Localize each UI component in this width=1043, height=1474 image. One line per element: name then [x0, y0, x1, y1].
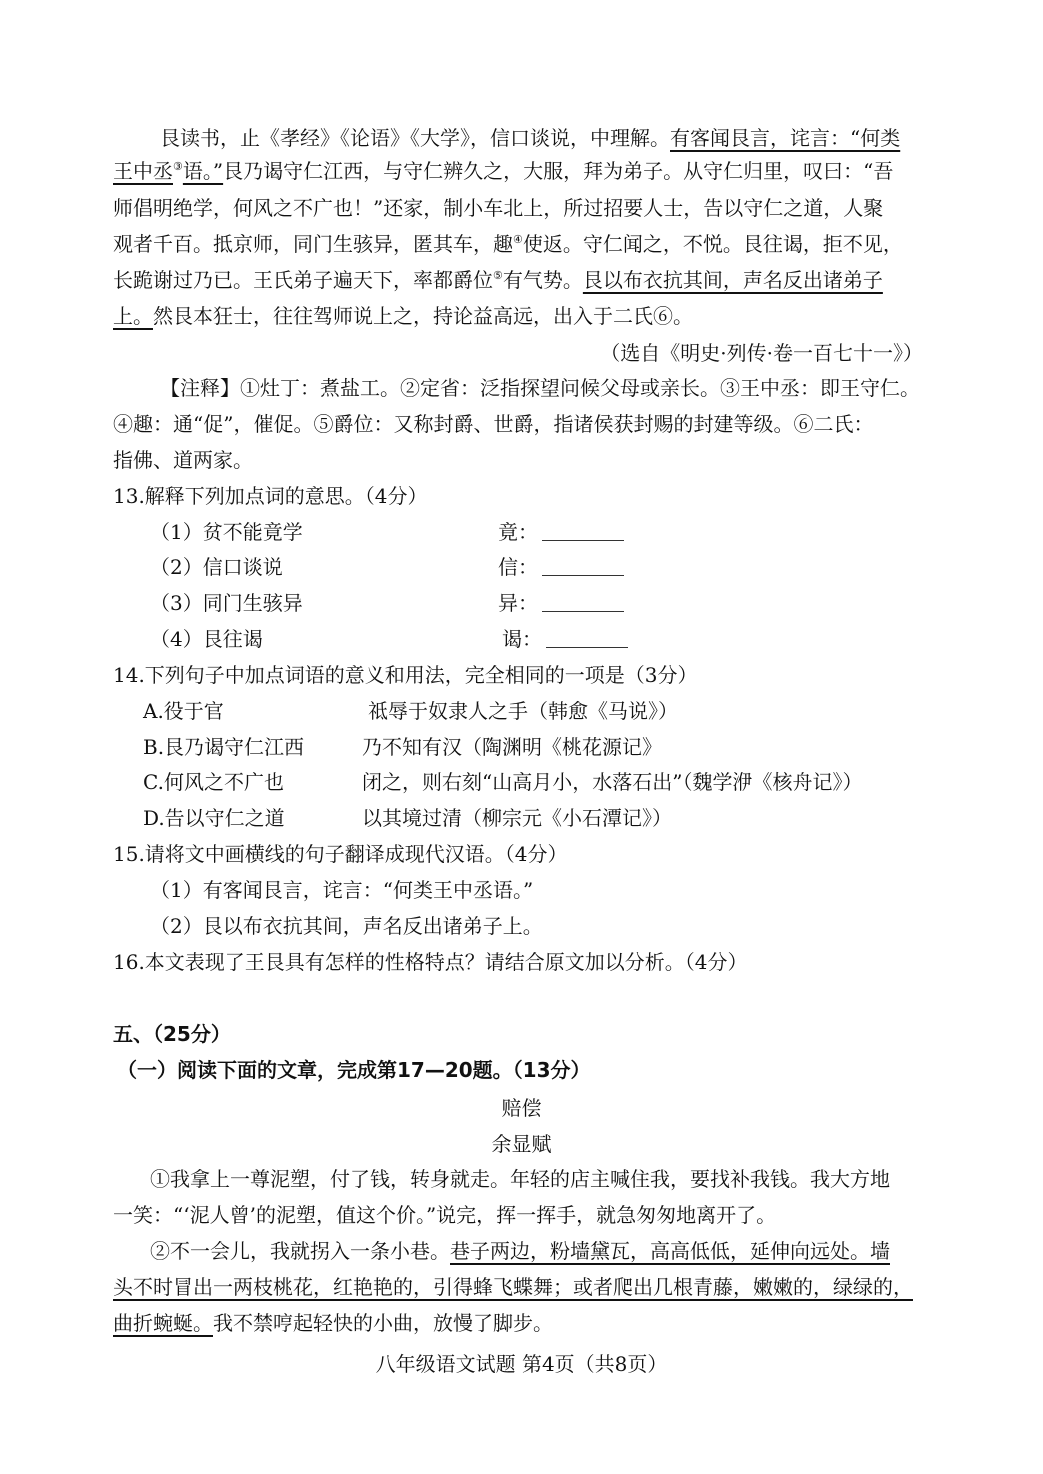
article-title: 赔偿: [501, 1096, 542, 1120]
passage-line-3: 师倡明绝学，何风之不广也！”还家，制小车北上，所过招要人士，告以守仁之道，人聚: [113, 196, 884, 220]
passage-source: （选自《明史·列传·卷一百七十一》）: [600, 341, 923, 365]
q14-option-c-compare: 闭之，则右刻“山高月小，水落石出”（魏学洢《核舟记》）: [362, 770, 863, 794]
q13-answer-3[interactable]: 异：: [498, 589, 624, 617]
question-15-title: 15.请将文中画横线的句子翻译成现代汉语。（4分）: [113, 842, 568, 866]
q13-item-4: （4）艮往谒: [150, 627, 263, 651]
question-16-title: 16.本文表现了王艮具有怎样的性格特点？请结合原文加以分析。（4分）: [113, 950, 748, 974]
article-author: 余显赋: [491, 1132, 552, 1156]
note-line-2: ④趣：通“促”，催促。⑤爵位：又称封爵、世爵，指诸侯获封赐的封建等级。⑥二氏：: [113, 412, 874, 436]
q13-answer-4[interactable]: 谒：: [502, 625, 628, 653]
section-5-heading: 五、（25分）: [113, 1022, 231, 1046]
q15-item-1: （1）有客闻艮言，诧言：“何类王中丞语。”: [150, 878, 534, 902]
answer-blank[interactable]: [546, 627, 628, 648]
article-p1-line-1: ①我拿上一尊泥塑，付了钱，转身就走。年轻的店主喊住我，要找补我钱。我大方地: [150, 1167, 890, 1191]
passage-line-2: 王中丞③语。”艮乃谒守仁江西，与守仁辨久之，大服，拜为弟子。从守仁归里，叹曰：“吾: [113, 159, 894, 183]
q14-option-d: D.告以守仁之道: [143, 806, 285, 830]
q14-option-b: B.艮乃谒守仁江西: [143, 735, 305, 759]
answer-blank[interactable]: [542, 555, 624, 576]
passage-line-5: 长跪谢过乃已。王氏弟子遍天下，率都爵位⑤有气势。艮以布衣抗其间，声名反出诸弟子: [113, 268, 883, 292]
article-p2-line-2: 头不时冒出一两枝桃花，红艳艳的，引得蜂飞蝶舞；或者爬出几根青藤，嫩嫩的，绿绿的，: [113, 1275, 913, 1299]
question-14-title: 14.下列句子中加点词语的意义和用法，完全相同的一项是（3分）: [113, 663, 698, 687]
note-line-3: 指佛、道两家。: [113, 448, 253, 472]
q14-option-a: A.役于官: [143, 699, 224, 723]
q14-option-c: C.何风之不广也: [143, 770, 284, 794]
q14-option-d-compare: 以其境过清（柳宗元《小石潭记》）: [362, 806, 672, 830]
q15-item-2: （2）艮以布衣抗其间，声名反出诸弟子上。: [150, 914, 543, 938]
note-line-1: 【注释】①灶丁：煮盐工。②定省：泛指探望问候父母或亲长。③王中丞：即王守仁。: [160, 376, 920, 400]
q13-item-2: （2）信口谈说: [150, 555, 283, 579]
passage-line-6: 上。然艮本狂士，往往驾师说上之，持论益高远，出入于二氏⑥。: [113, 304, 693, 328]
passage-line-4: 观者千百。抵京师，同门生骇异，匿其车，趣④使返。守仁闻之，不悦。艮往谒，拒不见，: [113, 232, 903, 256]
section-5-subheading: （一）阅读下面的文章，完成第17—20题。（13分）: [117, 1058, 591, 1082]
answer-blank[interactable]: [542, 591, 624, 612]
q13-item-3: （3）同门生骇异: [150, 591, 303, 615]
article-p1-line-2: 一笑：“‘泥人曾’的泥塑，值这个价。”说完，挥一挥手，就急匆匆地离开了。: [113, 1203, 777, 1227]
article-p2-line-3: 曲折蜿蜒。我不禁哼起轻快的小曲，放慢了脚步。: [113, 1311, 553, 1335]
passage-line-1: 艮读书，止《孝经》《论语》《大学》，信口谈说，中理解。有客闻艮言，诧言：“何类: [160, 126, 901, 150]
question-13-title: 13.解释下列加点词的意思。（4分）: [113, 484, 428, 508]
q13-answer-1[interactable]: 竟：: [498, 518, 624, 546]
q13-item-1: （1）贫不能竟学: [150, 520, 303, 544]
article-p2-line-1: ②不一会儿，我就拐入一条小巷。巷子两边，粉墙黛瓦，高高低低，延伸向远处。墙: [150, 1239, 890, 1263]
answer-blank[interactable]: [542, 520, 624, 541]
q13-answer-2[interactable]: 信：: [498, 553, 624, 581]
q14-option-b-compare: 乃不知有汉（陶渊明《桃花源记》: [362, 735, 662, 759]
page-footer: 八年级语文试题 第4页（共8页）: [375, 1352, 668, 1376]
q14-option-a-compare: 祗辱于奴隶人之手（韩愈《马说》）: [368, 699, 678, 723]
